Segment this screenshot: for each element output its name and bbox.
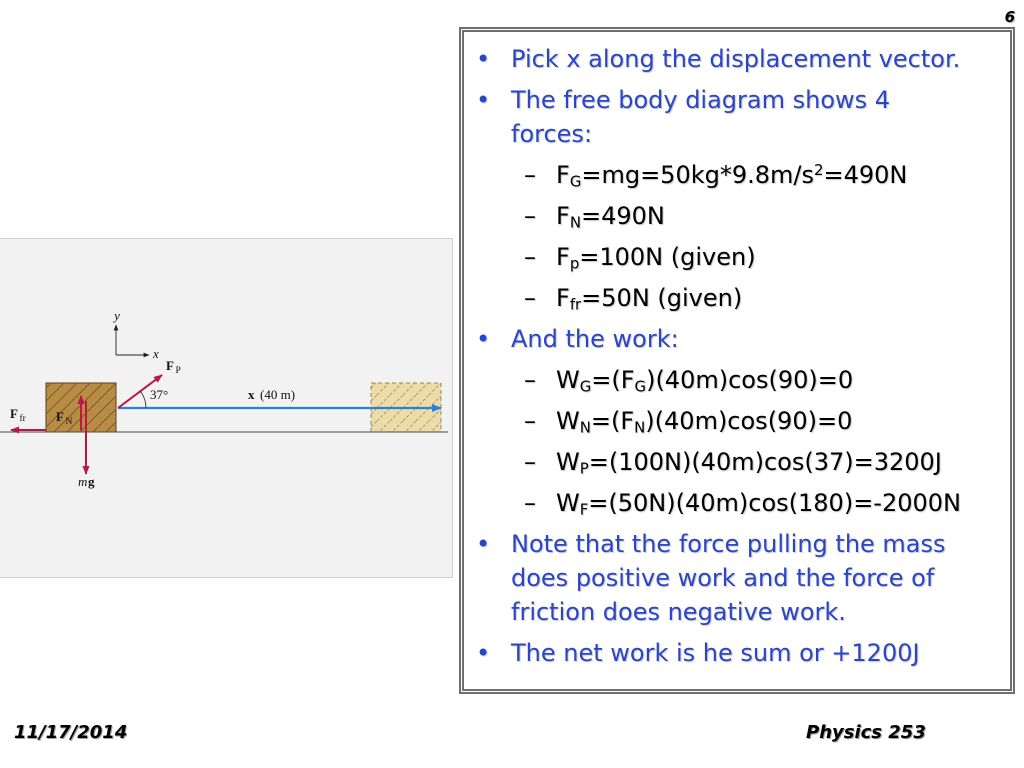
displacement-value: (40 m) <box>260 387 296 402</box>
pull-force-subscript: P <box>175 366 181 376</box>
friction-subscript: fr <box>19 414 26 424</box>
dash-marker: – <box>524 202 536 230</box>
symbol: F <box>556 284 570 312</box>
sub-item-friction-force <box>470 281 961 315</box>
sub-item-work-normal <box>470 404 961 438</box>
subscript: G <box>634 377 647 396</box>
superscript: 2 <box>813 160 824 179</box>
dash-marker: – <box>524 448 536 476</box>
expression: =490N <box>823 161 908 189</box>
subscript: G <box>569 172 582 191</box>
bullet-pick-x <box>470 42 961 76</box>
normal-force-subscript: N <box>65 417 73 427</box>
bullet-marker: • <box>476 86 491 114</box>
weight-label-gravity: g <box>88 474 95 489</box>
bullet-free-body-diagram <box>470 83 961 151</box>
sub-item-work-friction <box>470 486 961 520</box>
subscript: N <box>579 418 591 437</box>
bullet-net-work <box>470 636 961 670</box>
expression: =(50N)(40m)cos(180)=-2000N <box>588 489 961 517</box>
sub-item-normal-force <box>470 199 961 233</box>
bullet-note <box>470 527 961 629</box>
symbol: F <box>556 161 570 189</box>
expression: =mg=50kg*9.8m/s <box>581 161 814 189</box>
expression: =(100N)(40m)cos(37)=3200J <box>588 448 942 476</box>
subscript: F <box>579 500 589 519</box>
bullet-marker: • <box>476 639 491 667</box>
figure-panel <box>0 238 453 578</box>
expression: )(40m)cos(90)=0 <box>645 407 853 435</box>
subscript: N <box>569 213 581 232</box>
sub-item-text <box>556 448 942 476</box>
sub-item-pull-force <box>470 240 961 274</box>
x-axis-label: x <box>153 346 159 361</box>
expression: =490N <box>580 202 665 230</box>
sub-item-text <box>556 243 756 271</box>
slide-number: 6 <box>1004 8 1015 26</box>
bullet-text: Note that the force pulling the mass does positive work and the force of friction does negative work. <box>511 530 946 626</box>
symbol: W <box>556 448 580 476</box>
subscript: N <box>634 418 646 437</box>
dash-marker: – <box>524 366 536 394</box>
bullet-text: Pick x along the displacement vector. <box>511 45 961 73</box>
y-axis-label: y <box>114 308 120 323</box>
sub-item-text <box>556 366 853 394</box>
pull-force-label: F <box>166 358 174 373</box>
sub-item-gravity-force <box>470 158 961 192</box>
sub-item-text <box>556 202 665 230</box>
expression: =(F <box>590 407 635 435</box>
symbol: F <box>556 243 570 271</box>
symbol: W <box>556 366 580 394</box>
subscript: p <box>569 254 580 273</box>
dash-marker: – <box>524 161 536 189</box>
friction-label: F <box>10 406 18 421</box>
bullet-text: And the work: <box>511 325 679 353</box>
symbol: F <box>556 202 570 230</box>
bullet-marker: • <box>476 530 491 558</box>
weight-label-mass: m <box>78 474 88 489</box>
angle-label: 37° <box>150 387 169 402</box>
subscript: P <box>579 459 589 478</box>
sub-item-work-gravity <box>470 363 961 397</box>
expression: =50N (given) <box>581 284 743 312</box>
free-body-diagram <box>0 239 452 577</box>
angle-arc <box>140 391 146 408</box>
displacement-symbol: x <box>248 387 255 402</box>
bullet-work <box>470 322 961 356</box>
expression: =(F <box>591 366 635 394</box>
bullet-text: The free body diagram shows 4 forces: <box>511 86 891 148</box>
bullet-text: The net work is he sum or +1200J <box>511 639 920 667</box>
bullet-list <box>470 42 961 670</box>
normal-force-label: F <box>56 409 64 424</box>
sub-item-text <box>556 161 907 189</box>
expression: =100N (given) <box>579 243 756 271</box>
symbol: W <box>556 489 580 517</box>
sub-item-text <box>556 489 961 517</box>
expression: )(40m)cos(90)=0 <box>646 366 854 394</box>
dash-marker: – <box>524 284 536 312</box>
subscript: G <box>579 377 592 396</box>
bullet-marker: • <box>476 45 491 73</box>
sub-item-text <box>556 284 742 312</box>
symbol: W <box>556 407 580 435</box>
sub-item-work-pull <box>470 445 961 479</box>
footer-course-title: Physics 253 <box>806 722 926 743</box>
dash-marker: – <box>524 243 536 271</box>
dash-marker: – <box>524 407 536 435</box>
footer-date: 11/17/2014 <box>14 722 128 743</box>
content-box <box>459 27 1015 694</box>
bullet-marker: • <box>476 325 491 353</box>
dash-marker: – <box>524 489 536 517</box>
subscript: fr <box>569 295 582 314</box>
sub-item-text <box>556 407 852 435</box>
